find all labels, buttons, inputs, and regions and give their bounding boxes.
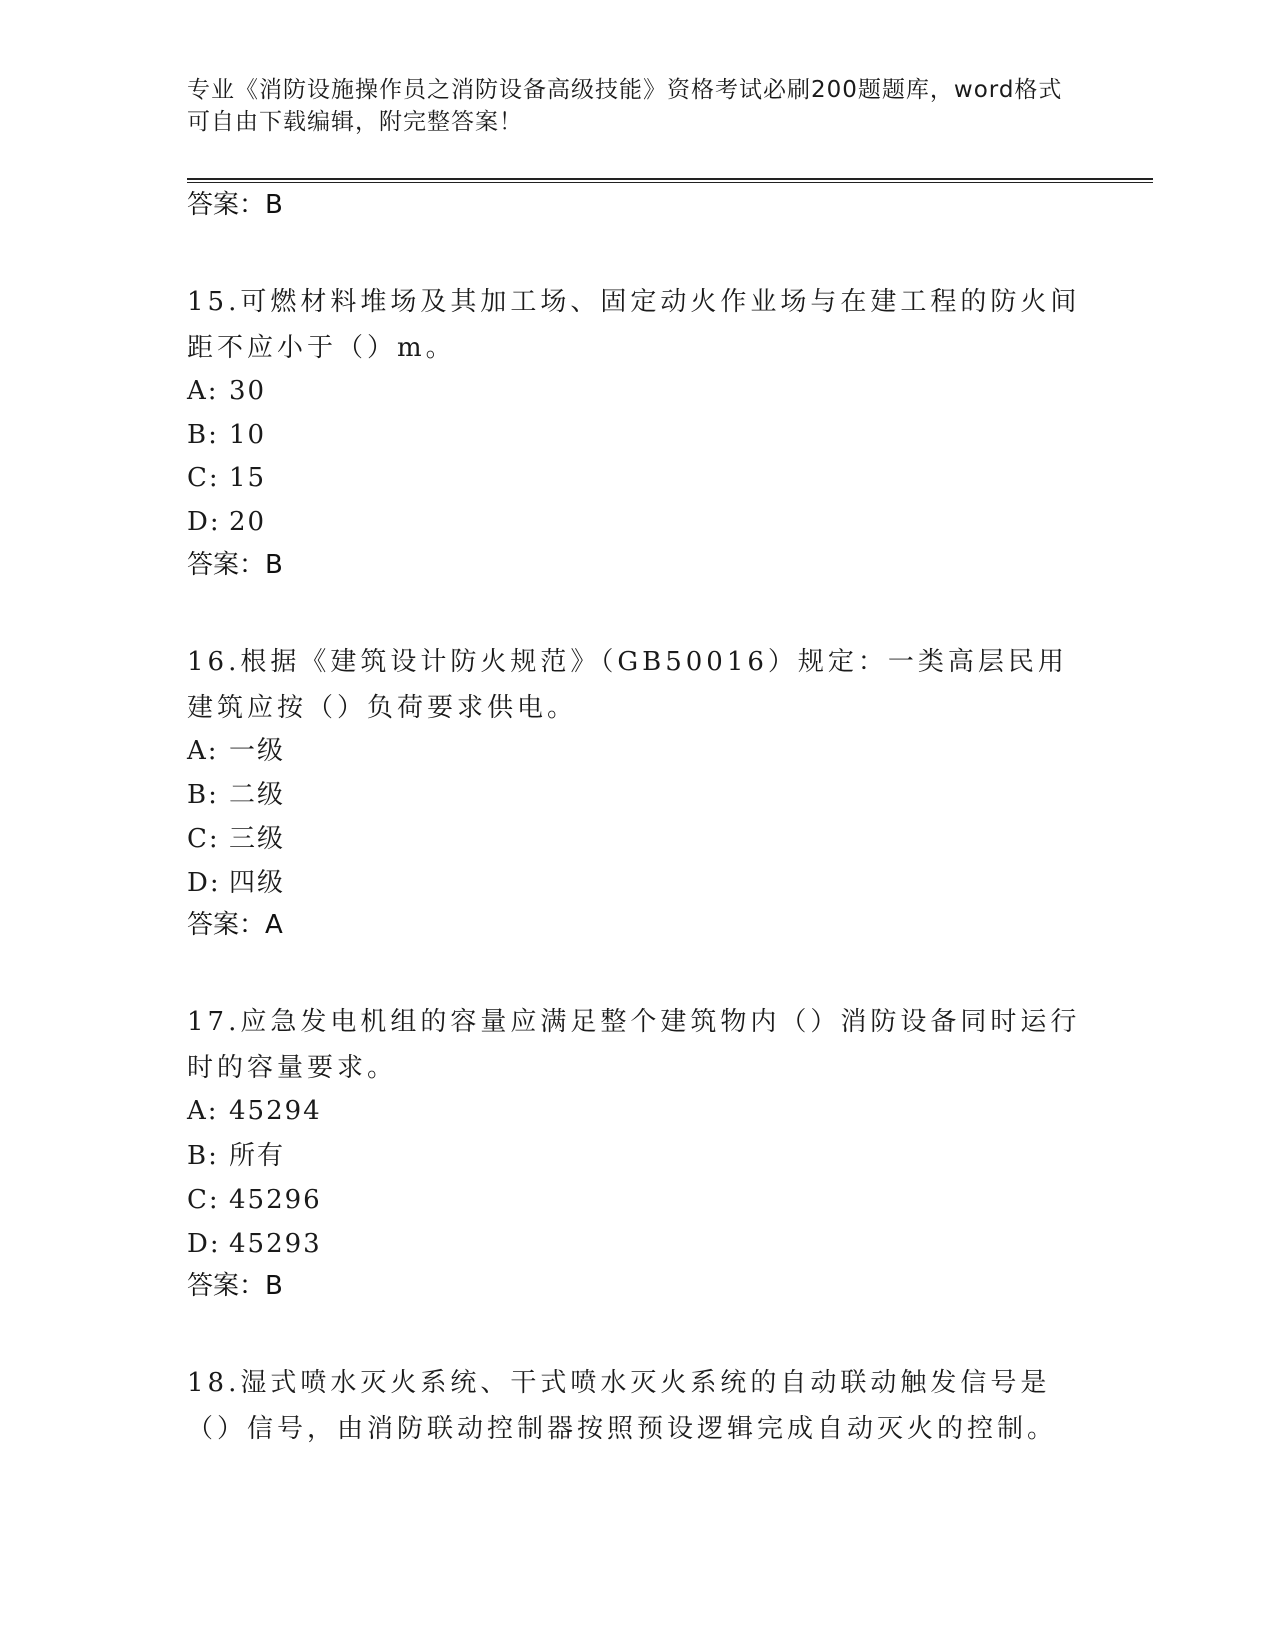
- question-17-option-a: [187, 1094, 322, 1128]
- option-letter: C:: [187, 463, 220, 493]
- question-17-option-b: [187, 1139, 285, 1173]
- header-divider: [187, 178, 1153, 183]
- question-17-option-c: [187, 1183, 322, 1217]
- option-text: 四级: [229, 868, 286, 898]
- option-text: 45294: [229, 1096, 322, 1126]
- document-header: 专业《消防设施操作员之消防设备高级技能》资格考试必刷200题题库，word格式可自由下载编辑，附完整答案！: [187, 77, 1063, 135]
- question-16-option-b: [187, 778, 285, 812]
- option-text: 20: [229, 507, 267, 537]
- option-letter: B:: [187, 1141, 219, 1171]
- previous-answer: 答案：B: [187, 190, 283, 220]
- option-letter: A:: [187, 376, 219, 406]
- option-letter: C:: [187, 1185, 220, 1215]
- question-16-answer: 答案：A: [187, 910, 283, 940]
- option-letter: C:: [187, 824, 220, 854]
- question-15-answer: 答案：B: [187, 550, 283, 580]
- question-16-option-a: [187, 734, 285, 768]
- option-text: 10: [229, 420, 267, 450]
- question-17-stem: 17.应急发电机组的容量应满足整个建筑物内（）消防设备同时运行时的容量要求。: [187, 1007, 1081, 1083]
- option-text: 一级: [229, 736, 286, 766]
- question-17-answer: 答案：B: [187, 1271, 283, 1301]
- question-16-stem: 16.根据《建筑设计防火规范》（GB50016）规定：一类高层民用建筑应按（）负荷要求供电。: [187, 647, 1068, 723]
- option-text: 15: [229, 463, 267, 493]
- option-text: 三级: [229, 824, 286, 854]
- question-15-stem: 15.可燃材料堆场及其加工场、固定动火作业场与在建工程的防火间距不应小于（）m。: [187, 287, 1081, 363]
- question-15-option-b: [187, 418, 266, 452]
- option-letter: D:: [187, 1229, 221, 1259]
- option-text: 30: [229, 376, 267, 406]
- option-letter: B:: [187, 420, 219, 450]
- option-text: 45293: [229, 1229, 322, 1259]
- option-letter: D:: [187, 868, 221, 898]
- option-text: 二级: [229, 780, 286, 810]
- option-text: 所有: [229, 1141, 286, 1171]
- question-18-stem: 18.湿式喷水灭火系统、干式喷水灭火系统的自动联动触发信号是（）信号，由消防联动控制器按照预设逻辑完成自动灭火的控制。: [187, 1368, 1058, 1444]
- question-16-option-c: [187, 822, 285, 856]
- option-text: 45296: [229, 1185, 322, 1215]
- question-15-option-a: [187, 374, 266, 408]
- question-16-option-d: [187, 866, 285, 900]
- question-15-option-d: [187, 505, 266, 539]
- option-letter: A:: [187, 1096, 219, 1126]
- question-15-option-c: [187, 461, 266, 495]
- option-letter: B:: [187, 780, 219, 810]
- option-letter: D:: [187, 507, 221, 537]
- option-letter: A:: [187, 736, 219, 766]
- question-17-option-d: [187, 1227, 322, 1261]
